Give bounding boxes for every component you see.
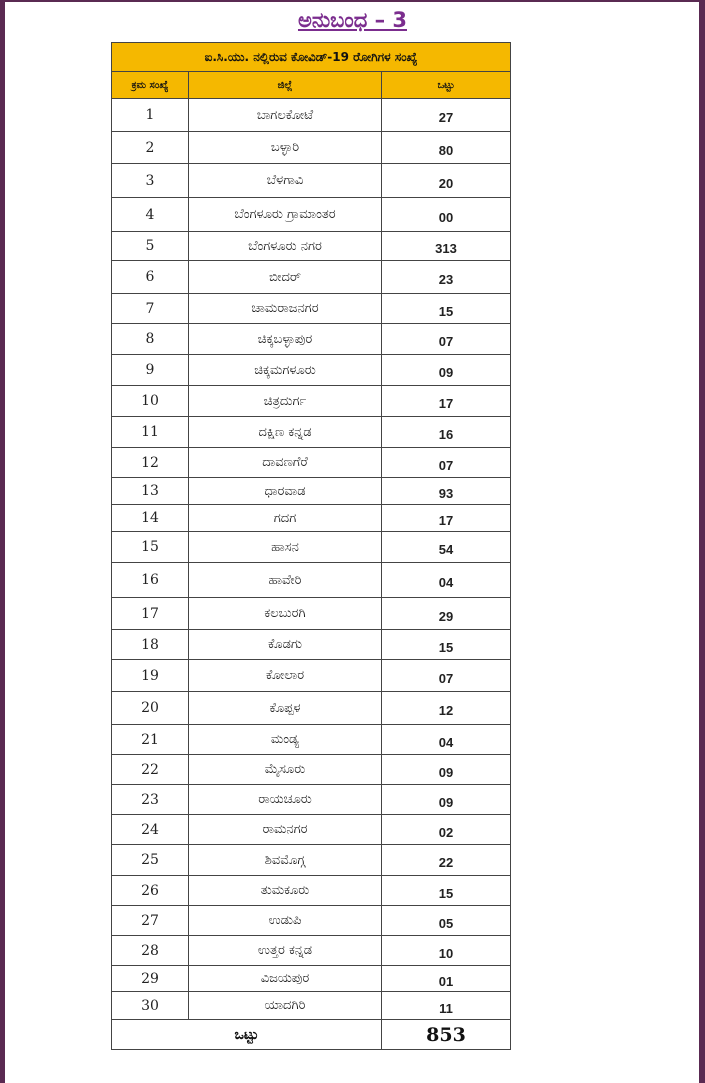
row-count: 17 [382,386,511,417]
table-row [112,386,511,417]
row-district: ಉಡುಪಿ [189,906,382,936]
table-caption-row [112,43,511,72]
row-count: 01 [382,966,511,992]
table-row [112,448,511,478]
row-district: ಮೈಸೂರು [189,755,382,785]
table-row [112,164,511,198]
row-count: 27 [382,99,511,132]
row-serial: 3 [112,164,189,198]
row-district: ಬೆಂಗಳೂರು ನಗರ [189,232,382,261]
row-count: 05 [382,906,511,936]
row-serial: 20 [112,692,189,725]
row-district: ಶಿವಮೊಗ್ಗ [189,845,382,876]
row-district: ಬಾಗಲಕೋಟೆ [189,99,382,132]
row-serial: 5 [112,232,189,261]
header-district: ಜಿಲ್ಲೆ [189,72,382,99]
row-count: 22 [382,845,511,876]
row-district: ಹಾಸನ [189,532,382,563]
table-row [112,906,511,936]
total-row [112,1020,511,1050]
row-count: 04 [382,725,511,755]
row-district: ಯಾದಗಿರಿ [189,992,382,1020]
table-row [112,815,511,845]
row-count: 02 [382,815,511,845]
row-count: 04 [382,563,511,598]
row-serial: 25 [112,845,189,876]
table-row [112,692,511,725]
row-serial: 19 [112,660,189,692]
row-district: ಉತ್ತರ ಕನ್ನಡ [189,936,382,966]
table-row [112,755,511,785]
row-district: ಬಳ್ಳಾರಿ [189,132,382,164]
row-district: ಬೆಳಗಾವಿ [189,164,382,198]
table-caption: ಐ.ಸಿ.ಯು. ನಲ್ಲಿರುವ ಕೋವಿಡ್-19 ರೋಗಿಗಳ ಸಂಖ್ಯೆ [112,43,511,72]
row-count: 15 [382,294,511,324]
row-serial: 7 [112,294,189,324]
table-row [112,232,511,261]
row-count: 09 [382,785,511,815]
icu-patients-table [111,42,511,1050]
row-serial: 9 [112,355,189,386]
table-row [112,598,511,630]
page-border-top [0,0,705,2]
row-serial: 21 [112,725,189,755]
table-row [112,261,511,294]
row-serial: 26 [112,876,189,906]
table-row [112,132,511,164]
table-row [112,876,511,906]
table-row [112,355,511,386]
table-row [112,198,511,232]
row-count: 11 [382,992,511,1020]
table-row [112,992,511,1020]
table-row [112,936,511,966]
page-border-right [699,0,705,1083]
table-row [112,417,511,448]
page-border-left [0,0,5,1083]
row-serial: 11 [112,417,189,448]
row-count: 93 [382,478,511,505]
row-district: ವಿಜಯಪುರ [189,966,382,992]
table-body [112,99,511,1020]
table-row [112,294,511,324]
row-serial: 14 [112,505,189,532]
row-serial: 13 [112,478,189,505]
row-count: 07 [382,324,511,355]
row-count: 09 [382,355,511,386]
row-count: 80 [382,132,511,164]
row-district: ದಾವಣಗೆರೆ [189,448,382,478]
row-serial: 1 [112,99,189,132]
total-value: 853 [382,1020,511,1050]
row-district: ಕಲಬುರಗಿ [189,598,382,630]
table-row [112,563,511,598]
row-serial: 27 [112,906,189,936]
row-serial: 2 [112,132,189,164]
row-district: ಚಿತ್ರದುರ್ಗ [189,386,382,417]
row-serial: 6 [112,261,189,294]
row-district: ಕೊಡಗು [189,630,382,660]
table-row [112,478,511,505]
row-count: 09 [382,755,511,785]
row-district: ಹಾವೇರಿ [189,563,382,598]
total-label: ಒಟ್ಟು [112,1020,382,1050]
row-count: 00 [382,198,511,232]
row-serial: 22 [112,755,189,785]
row-count: 15 [382,876,511,906]
row-serial: 15 [112,532,189,563]
row-count: 54 [382,532,511,563]
row-serial: 4 [112,198,189,232]
row-district: ರಾಮನಗರ [189,815,382,845]
row-district: ರಾಯಚೂರು [189,785,382,815]
row-count: 10 [382,936,511,966]
row-district: ಕೊಪ್ಪಳ [189,692,382,725]
row-count: 23 [382,261,511,294]
row-district: ಬೆಂಗಳೂರು ಗ್ರಾಮಾಂತರ [189,198,382,232]
row-serial: 12 [112,448,189,478]
row-district: ದಕ್ಷಿಣ ಕನ್ನಡ [189,417,382,448]
row-count: 15 [382,630,511,660]
row-district: ಮಂಡ್ಯ [189,725,382,755]
row-serial: 29 [112,966,189,992]
table-row [112,966,511,992]
row-count: 20 [382,164,511,198]
table-header-row [112,72,511,99]
table-row [112,99,511,132]
row-district: ಚಿಕ್ಕಮಗಳೂರು [189,355,382,386]
row-district: ಗದಗ [189,505,382,532]
row-serial: 16 [112,563,189,598]
row-district: ಚಾಮರಾಜನಗರ [189,294,382,324]
table-row [112,532,511,563]
row-serial: 24 [112,815,189,845]
table-row [112,785,511,815]
row-district: ತುಮಕೂರು [189,876,382,906]
row-count: 16 [382,417,511,448]
table-row [112,845,511,876]
table-row [112,505,511,532]
row-count: 313 [382,232,511,261]
table-row [112,660,511,692]
table-row [112,324,511,355]
row-count: 07 [382,660,511,692]
table-row [112,725,511,755]
row-district: ಚಿಕ್ಕಬಳ್ಳಾಪುರ [189,324,382,355]
row-serial: 10 [112,386,189,417]
header-serial: ಕ್ರಮ ಸಂಖ್ಯೆ [112,72,189,99]
header-total: ಒಟ್ಟು [382,72,511,99]
page-title: ಅನುಬಂಧ – 3 [297,8,407,32]
row-count: 17 [382,505,511,532]
table-row [112,630,511,660]
row-district: ಬೀದರ್ [189,261,382,294]
row-count: 07 [382,448,511,478]
row-serial: 8 [112,324,189,355]
row-district: ಧಾರವಾಡ [189,478,382,505]
row-serial: 30 [112,992,189,1020]
row-serial: 17 [112,598,189,630]
row-serial: 28 [112,936,189,966]
row-serial: 18 [112,630,189,660]
row-serial: 23 [112,785,189,815]
row-count: 12 [382,692,511,725]
row-district: ಕೋಲಾರ [189,660,382,692]
row-count: 29 [382,598,511,630]
